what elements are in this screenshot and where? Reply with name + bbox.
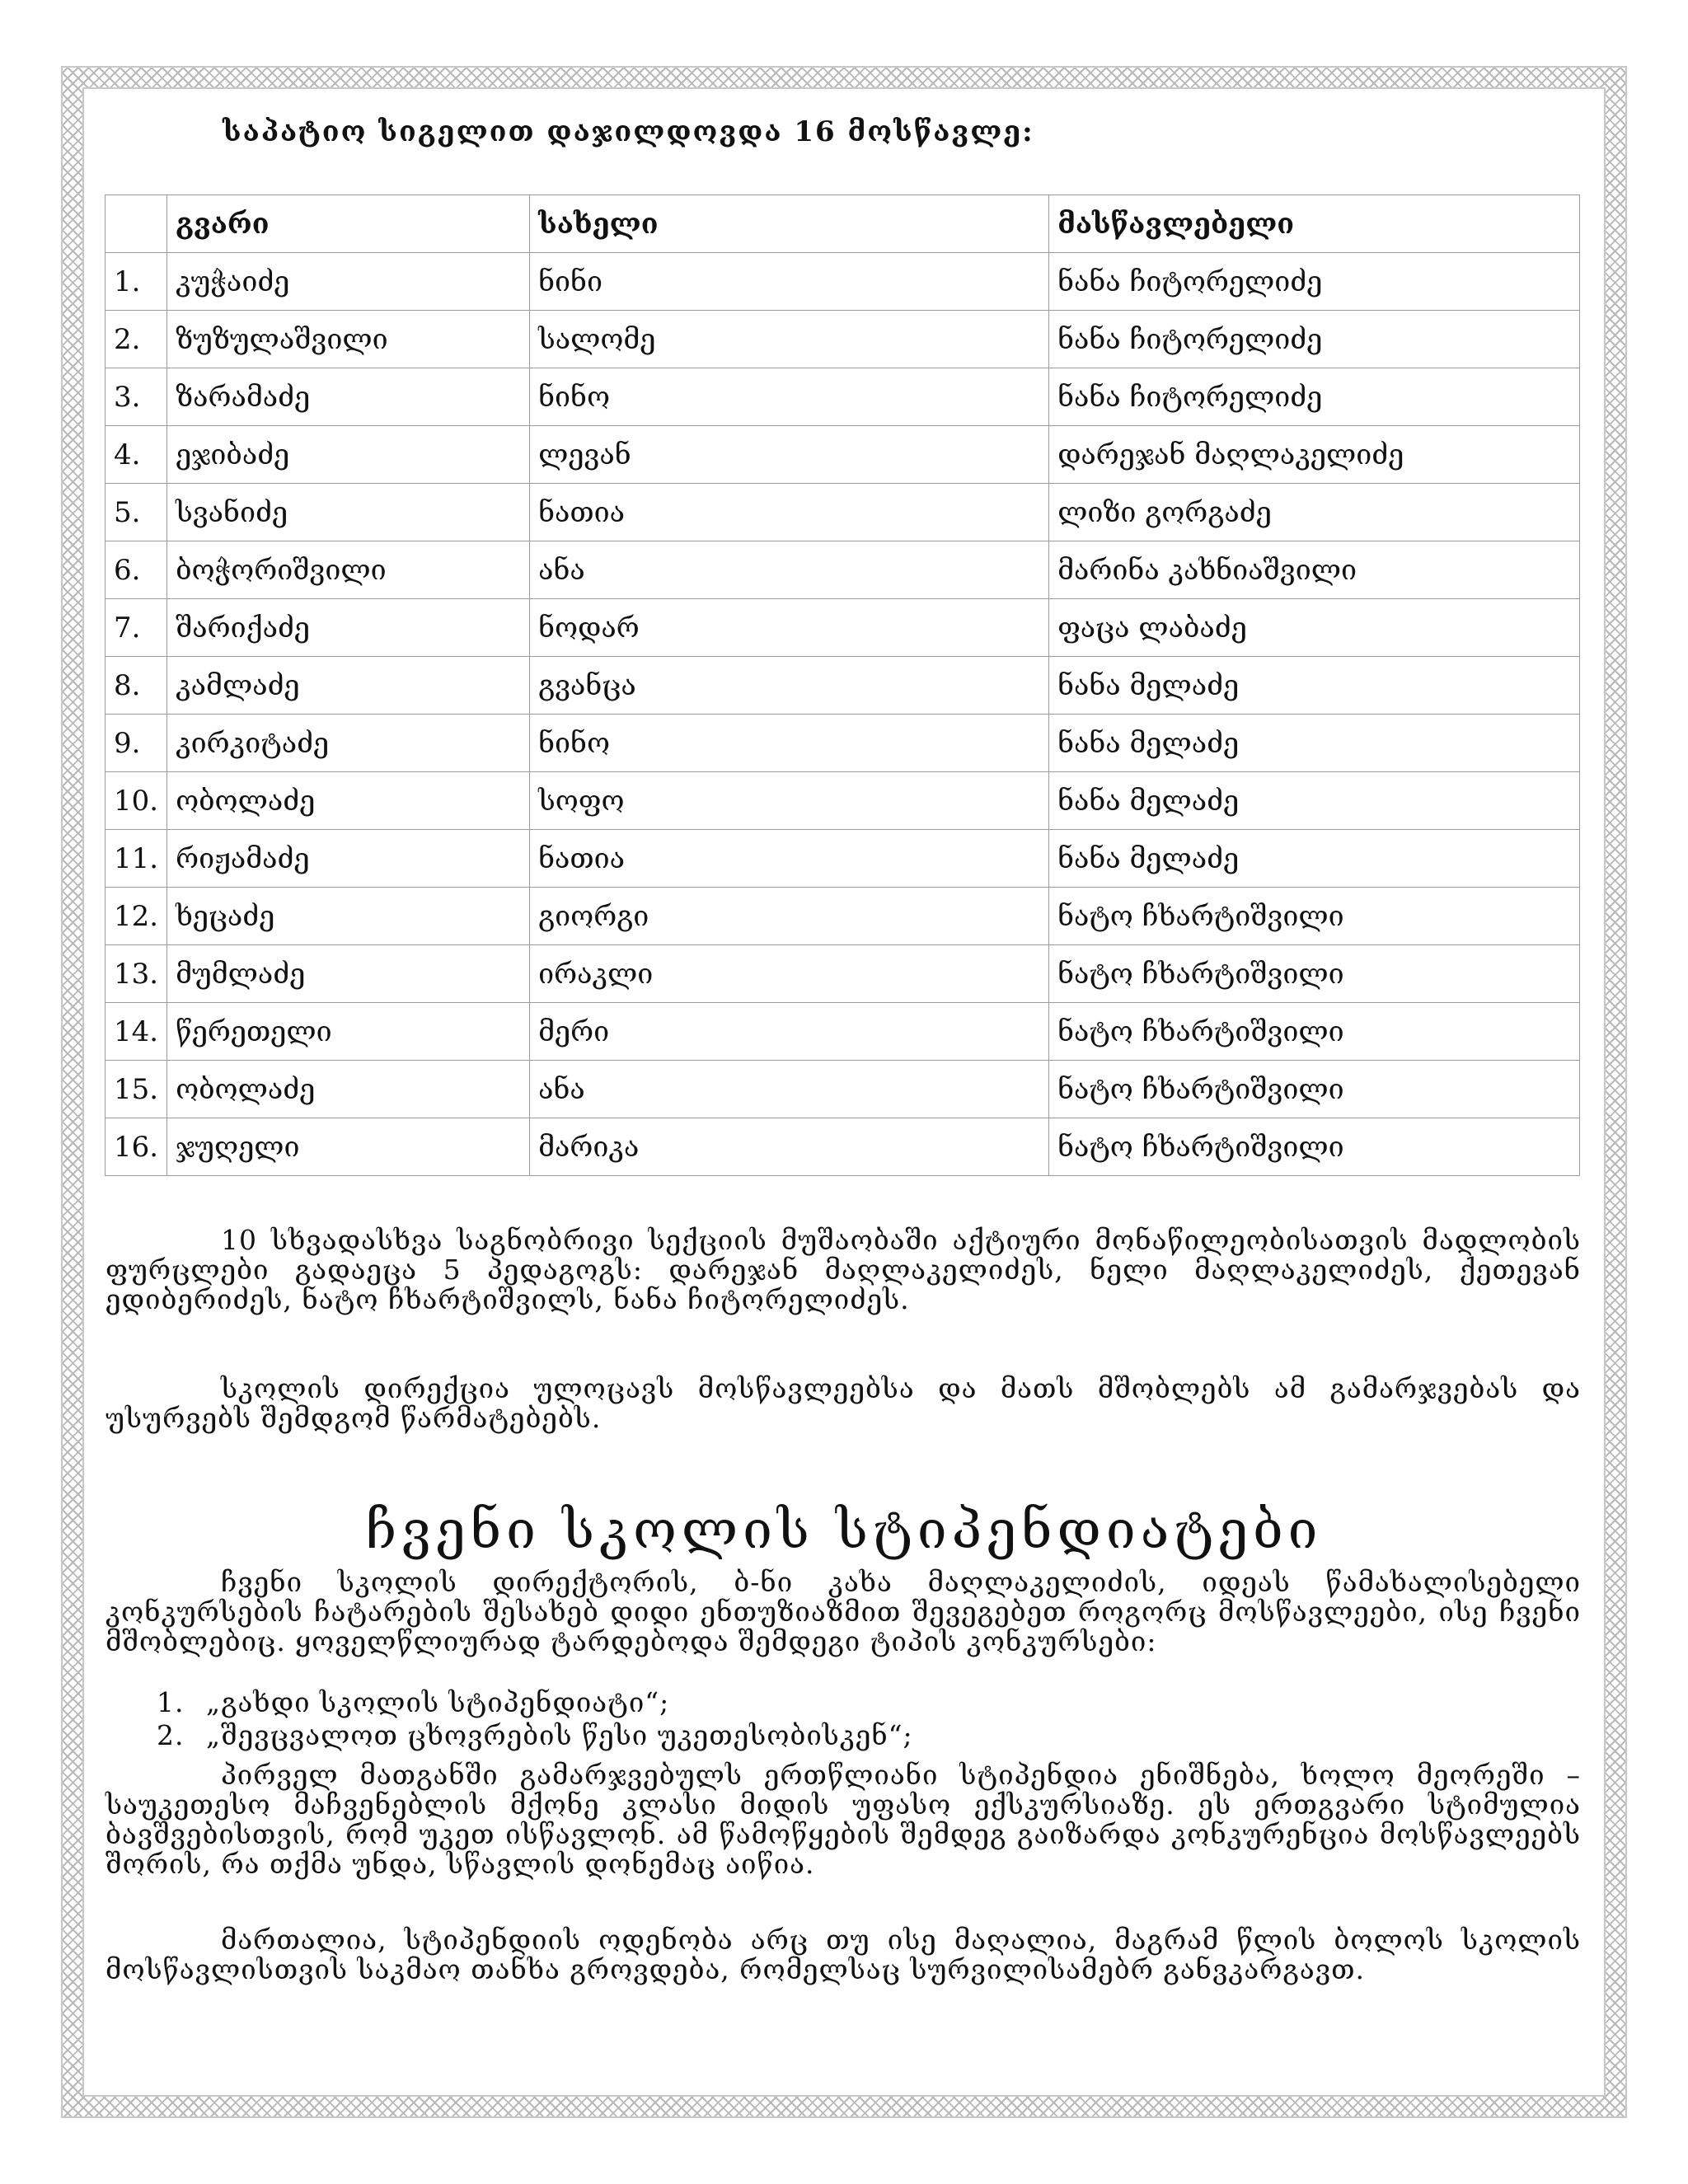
student-name: ანა — [530, 1061, 1049, 1118]
student-name: მარიკა — [530, 1118, 1049, 1176]
thanks-text: 10 სხვადასხვა საგნობრივი სექციის მუშაობაში აქტიური მონაწილეობისათვის მადლობის ფურცლები გადაეცა 5 პედაგოგს: დარეჯან მაღლაკელიძეს, ნელი მაღლაკელიძეს, ქეთევან ედიბერიძეს, ნატო ჩხარტიშვილს, ნანა ჩიტორელიძეს. — [106, 1224, 1581, 1315]
closing-paragraph — [106, 1925, 1581, 1985]
table-row — [106, 715, 1580, 772]
list-item — [157, 1686, 913, 1719]
table-row — [106, 657, 1580, 715]
award-heading: საპატიო სიგელით დაჯილდოვდა 16 მოსწავლე: — [223, 115, 1034, 148]
teacher-name: ნანა მელაძე — [1049, 830, 1580, 888]
table-row — [106, 1061, 1580, 1118]
section-title: ჩვენი სკოლის სტიპენდიატები — [365, 1500, 1323, 1561]
teacher-name: ნატო ჩხარტიშვილი — [1049, 1003, 1580, 1061]
student-surname: შარიქაძე — [167, 599, 530, 657]
row-number: 15. — [106, 1061, 167, 1118]
student-name: გიორგი — [530, 888, 1049, 945]
row-number: 12. — [106, 888, 167, 945]
student-name: ლევან — [530, 426, 1049, 484]
row-number: 11. — [106, 830, 167, 888]
student-surname: ობოლაძე — [167, 772, 530, 830]
table-row — [106, 772, 1580, 830]
table-row — [106, 888, 1580, 945]
student-name: ანა — [530, 541, 1049, 599]
student-name: სოფო — [530, 772, 1049, 830]
row-number: 13. — [106, 945, 167, 1003]
scholarship-text: პირველ მათგანში გამარჯვებულს ერთწლიანი სტიპენდია ენიშნება, ხოლო მეორეში – საუკეთესო მაჩვენებლის მქონე კლასი მიდის უფასო ექსკურსიაზე. ეს ერთგვარი სტიმულია ბავშვებისთვის, რომ უკეთ ისწავლონ. ამ წამოწყების შემდეგ გაიზარდა კონკურენცია მოსწავლეებს შორის, რა თქმა უნდა, სწავლის დონემაც აიწია. — [106, 1759, 1581, 1880]
teacher-name: ნანა მელაძე — [1049, 715, 1580, 772]
student-name: ნოდარ — [530, 599, 1049, 657]
table-row — [106, 368, 1580, 426]
student-surname: კუჭაიძე — [167, 253, 530, 311]
table-row — [106, 1118, 1580, 1176]
contest-list — [157, 1686, 913, 1752]
row-number: 6. — [106, 541, 167, 599]
student-roster-table — [105, 194, 1580, 1176]
student-surname: ზუზულაშვილი — [167, 311, 530, 368]
row-number: 3. — [106, 368, 167, 426]
thanks-paragraph — [106, 1226, 1581, 1315]
row-number: 8. — [106, 657, 167, 715]
student-surname: კამლაძე — [167, 657, 530, 715]
header-number — [106, 195, 167, 253]
student-name: სალომე — [530, 311, 1049, 368]
row-number: 4. — [106, 426, 167, 484]
row-number: 14. — [106, 1003, 167, 1061]
teacher-name: ნატო ჩხარტიშვილი — [1049, 888, 1580, 945]
student-surname: ჯუღელი — [167, 1118, 530, 1176]
teacher-name: მარინა კახნიაშვილი — [1049, 541, 1580, 599]
row-number: 16. — [106, 1118, 167, 1176]
header-teacher: მასწავლებელი — [1049, 195, 1580, 253]
table-row — [106, 945, 1580, 1003]
teacher-name: ნანა ჩიტორელიძე — [1049, 311, 1580, 368]
closing-text: მართალია, სტიპენდიის ოდენობა არც თუ ისე მაღალია, მაგრამ წლის ბოლოს სკოლის მოსწავლისთვის საკმაო თანხა გროვდება, რომელსაც სურვილისამებრ განვკარგავთ. — [106, 1924, 1581, 1985]
header-name: სახელი — [530, 195, 1049, 253]
intro-text: ჩვენი სკოლის დირექტორის, ბ-ნი კახა მაღლაკელიძის, იდეას წამახალისებელი კონკურსების ჩატარების შესახებ დიდი ენთუზიაზმით შევეგებეთ როგორც მოსწავლეები, ისე ჩვენი მშობლებიც. ყოველწლიურად ტარდებოდა შემდეგი ტიპის კონკურსები: — [106, 1566, 1581, 1657]
student-name: ნინო — [530, 715, 1049, 772]
list-item-number: 1. — [157, 1686, 185, 1718]
student-name: ნინი — [530, 253, 1049, 311]
table-row — [106, 484, 1580, 541]
student-name: მერი — [530, 1003, 1049, 1061]
teacher-name: ნანა ჩიტორელიძე — [1049, 368, 1580, 426]
student-surname: ობოლაძე — [167, 1061, 530, 1118]
teacher-name: ნატო ჩხარტიშვილი — [1049, 945, 1580, 1003]
list-item-number: 2. — [157, 1719, 185, 1751]
teacher-name: ნატო ჩხარტიშვილი — [1049, 1118, 1580, 1176]
table-row — [106, 599, 1580, 657]
row-number: 1. — [106, 253, 167, 311]
teacher-name: ნანა მელაძე — [1049, 772, 1580, 830]
student-surname: ბოჭორიშვილი — [167, 541, 530, 599]
student-surname: წერეთელი — [167, 1003, 530, 1061]
student-surname: ეჯიბაძე — [167, 426, 530, 484]
teacher-name: ნანა ჩიტორელიძე — [1049, 253, 1580, 311]
row-number: 2. — [106, 311, 167, 368]
row-number: 10. — [106, 772, 167, 830]
table-row — [106, 1003, 1580, 1061]
student-surname: ზარამაძე — [167, 368, 530, 426]
list-item — [157, 1719, 913, 1752]
student-surname: მუმლაძე — [167, 945, 530, 1003]
scholarship-paragraph — [106, 1760, 1581, 1879]
list-item-text: „შევცვალოთ ცხოვრების წესი უკეთესობისკენ“; — [206, 1719, 913, 1751]
student-surname: სვანიძე — [167, 484, 530, 541]
teacher-name: ნანა მელაძე — [1049, 657, 1580, 715]
row-number: 5. — [106, 484, 167, 541]
row-number: 9. — [106, 715, 167, 772]
table-header-row — [106, 195, 1580, 253]
teacher-name: ლიზი გორგაძე — [1049, 484, 1580, 541]
header-surname: გვარი — [167, 195, 530, 253]
student-name: ნინო — [530, 368, 1049, 426]
teacher-name: ნატო ჩხარტიშვილი — [1049, 1061, 1580, 1118]
student-surname: კირკიტაძე — [167, 715, 530, 772]
student-name: გვანცა — [530, 657, 1049, 715]
table-row — [106, 541, 1580, 599]
intro-paragraph — [106, 1568, 1581, 1657]
teacher-name: ფაცა ლაბაძე — [1049, 599, 1580, 657]
list-item-text: „გახდი სკოლის სტიპენდიატი“; — [206, 1686, 670, 1718]
congrats-text: სკოლის დირექცია ულოცავს მოსწავლეებსა და მათს მშობლებს ამ გამარჯვებას და უსურვებს შემდგომ წარმატებებს. — [106, 1372, 1581, 1434]
teacher-name: დარეჯან მაღლაკელიძე — [1049, 426, 1580, 484]
row-number: 7. — [106, 599, 167, 657]
congrats-paragraph — [106, 1374, 1581, 1433]
table-row — [106, 830, 1580, 888]
student-surname: რიჟამაძე — [167, 830, 530, 888]
student-name: ირაკლი — [530, 945, 1049, 1003]
student-name: ნათია — [530, 830, 1049, 888]
table-row — [106, 253, 1580, 311]
table-row — [106, 311, 1580, 368]
student-surname: ხეცაძე — [167, 888, 530, 945]
table-row — [106, 426, 1580, 484]
student-name: ნათია — [530, 484, 1049, 541]
